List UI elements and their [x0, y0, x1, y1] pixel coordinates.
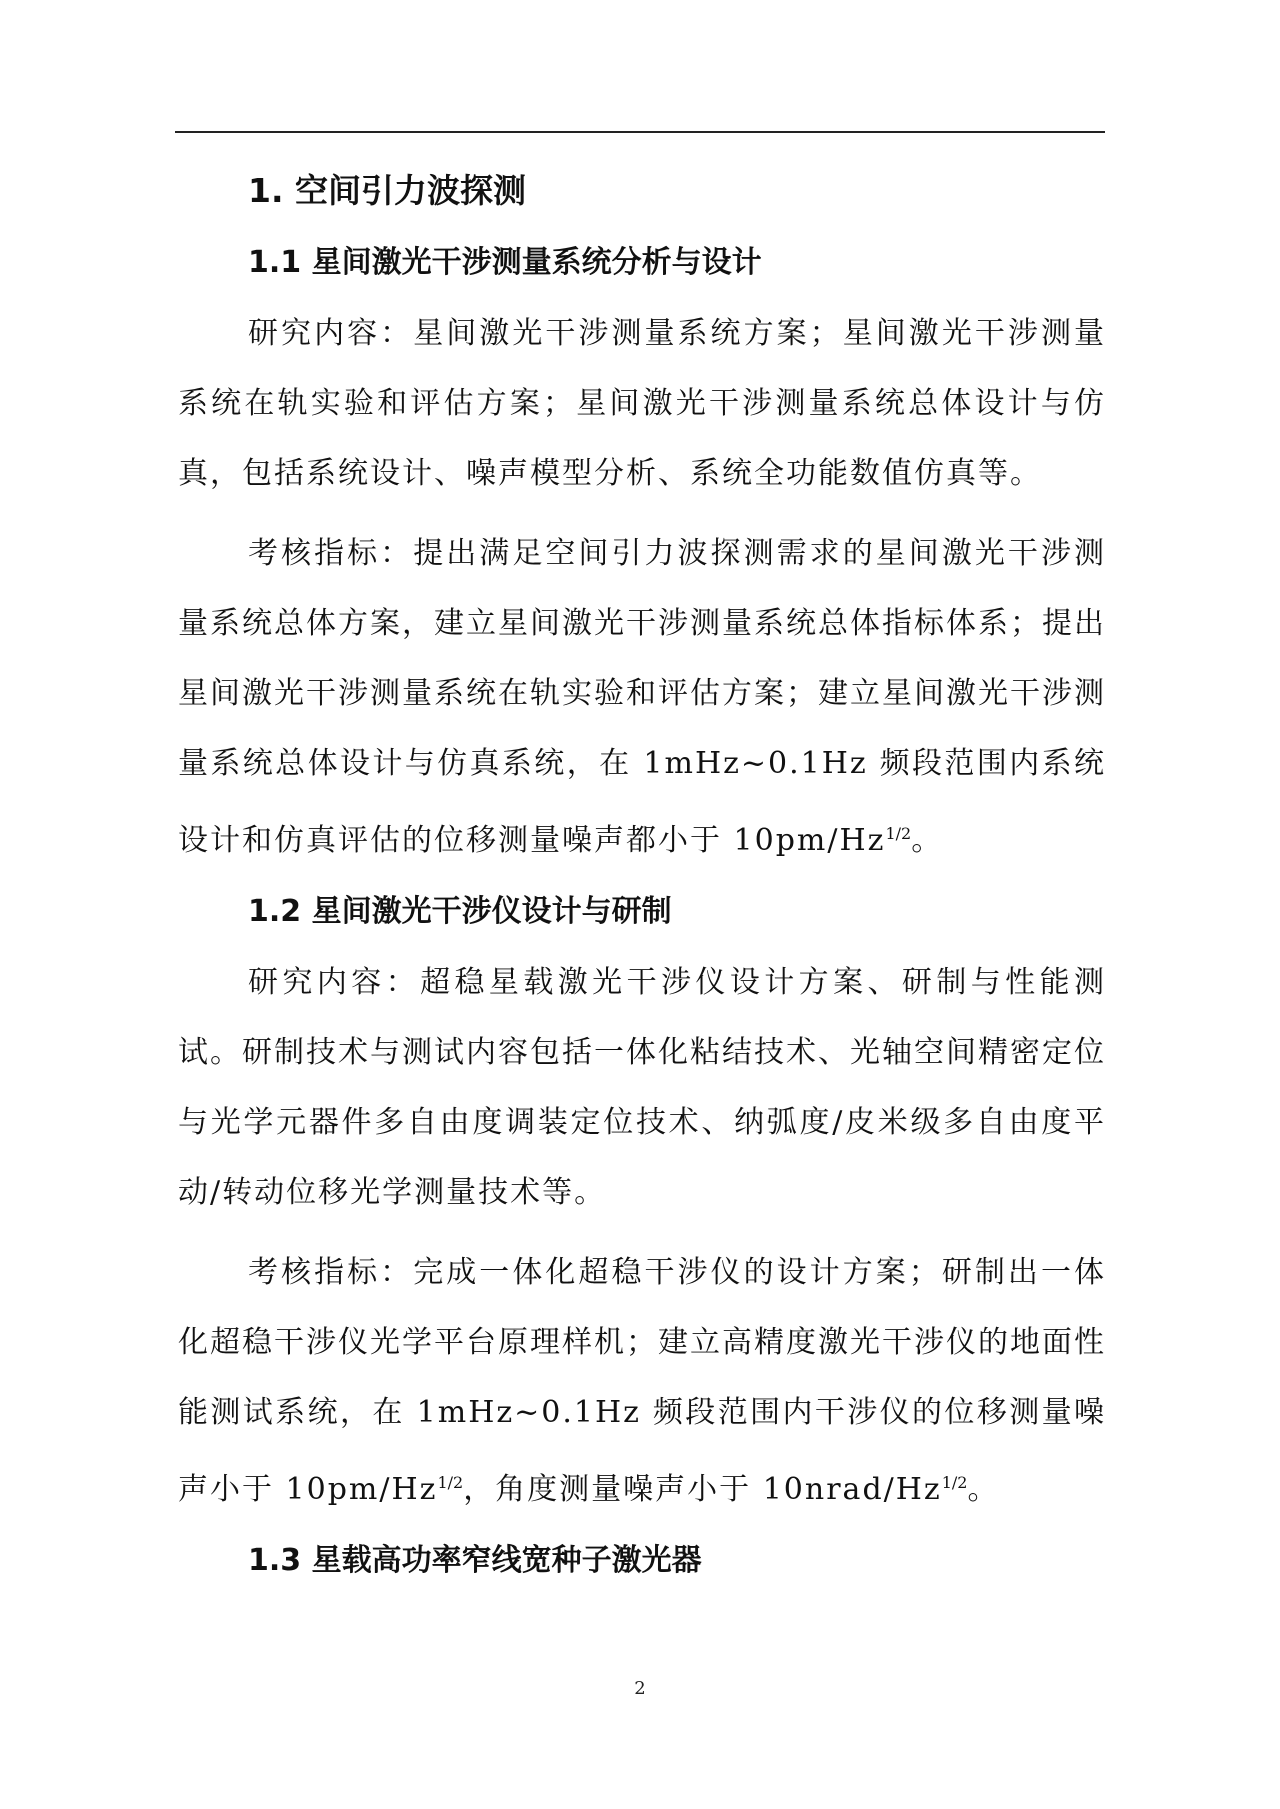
header-rule [175, 131, 1105, 133]
subsection-title-1-2: 1.2 星间激光干涉仪设计与研制 [248, 894, 672, 929]
indicator-end: 。 [911, 823, 944, 858]
subsection-title-1-3: 1.3 星载高功率窄线宽种子激光器 [248, 1543, 702, 1578]
superscript: 1/2 [941, 1473, 968, 1492]
indicator-paragraph-1-1 [178, 519, 1106, 876]
indicator-text: 考核指标：完成一体化超稳干涉仪的设计方案；研制出一体化超稳干涉仪光学平台原理样机；建立高精度激光干涉仪的地面性能测试系统，在 1mHz~0.1Hz 频段范围内干涉仪的位移测量噪声小于 10pm/Hz [178, 1255, 1106, 1507]
superscript: 1/2 [885, 824, 912, 843]
indicator-end: 。 [967, 1472, 1000, 1507]
section-heading: 1. 空间引力波探测 [248, 171, 526, 210]
indicator-paragraph-1-2 [178, 1238, 1106, 1525]
page-number: 2 [634, 1678, 646, 1699]
research-paragraph-1-2: 研究内容：超稳星载激光干涉仪设计方案、研制与性能测试。研制技术与测试内容包括一体化粘结技术、光轴空间精密定位与光学元器件多自由度调装定位技术、纳弧度/皮米级多自由度平动/转动位移光学测量技术等。 [178, 965, 1106, 1210]
superscript: 1/2 [437, 1473, 464, 1492]
research-paragraph-1-1: 研究内容：星间激光干涉测量系统方案；星间激光干涉测量系统在轨实验和评估方案；星间激光干涉测量系统总体设计与仿真，包括系统设计、噪声模型分析、系统全功能数值仿真等。 [178, 316, 1106, 491]
document-body [178, 155, 1106, 1597]
indicator-mid: ，角度测量噪声小于 10nrad/Hz [463, 1472, 942, 1507]
indicator-text: 考核指标：提出满足空间引力波探测需求的星间激光干涉测量系统总体方案，建立星间激光干涉测量系统总体指标体系；提出星间激光干涉测量系统在轨实验和评估方案；建立星间激光干涉测量系统总体设计与仿真系统，在 1mHz~0.1Hz 频段范围内系统设计和仿真评估的位移测量噪声都小于 10pm/Hz [178, 536, 1106, 858]
subsection-title-1-1: 1.1 星间激光干涉测量系统分析与设计 [248, 245, 762, 280]
